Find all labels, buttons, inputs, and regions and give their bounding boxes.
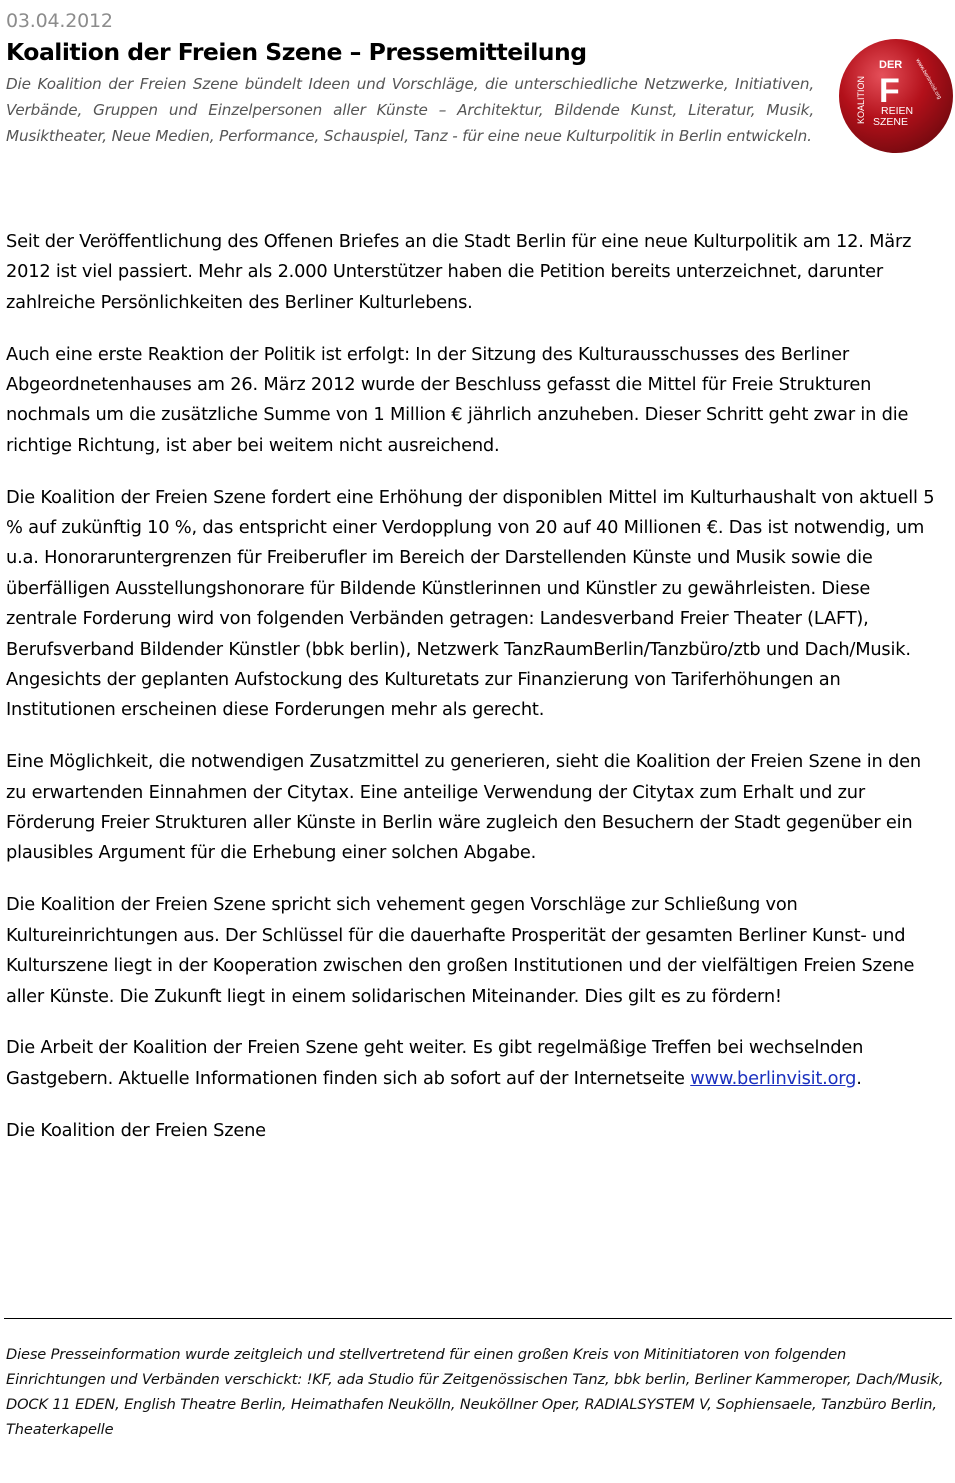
body-paragraph: Die Koalition der Freien Szene fordert eine Erhöhung der disponiblen Mittel im Kulturhaushalt von aktuell 5 % auf zukünftig 10 %, das entspricht einer Verdopplung von 20 auf 40 Millionen €. Das ist notwendig, um u.a. Honoraruntergrenzen für Freiberufler im Bereich der Darstellenden Künste und Musik sowie die überfälligen Ausstellungshonorare für Bildende Künstlerinnen und Künstler zu gewährleisten. Diese zentrale Forderung wird von folgenden Verbänden getragen: Landesverband Freier Theater (LAFT), Berufsverband Bildender Künstler (bbk berlin), Netzwerk TanzRaumBerlin/Tanzbüro/ztb und Dach/Musik. Angesichts der geplanten Aufstockung des Kulturetats zur Finanzierung von Tariferhöhungen an Institutionen erscheinen diese Forderungen mehr als gerecht. xyxy=(6,486,935,721)
last-paragraph-text: Die Arbeit der Koalition der Freien Szene geht weiter. Es gibt regelmäßige Treffen bei wechselnden Gastgebern. Aktuelle Informationen finden sich ab sofort auf der Internetseite xyxy=(6,1037,864,1089)
press-release-body xyxy=(6,227,946,1167)
last-paragraph-period: . xyxy=(856,1067,862,1089)
document-title: Koalition der Freien Szene – Pressemitteilung xyxy=(6,38,587,66)
document-date: 03.04.2012 xyxy=(6,10,113,32)
logo-word-reien: REIEN xyxy=(881,105,914,117)
logo-word-der: DER xyxy=(879,59,903,71)
koalition-logo-icon xyxy=(836,36,955,156)
signature: Die Koalition der Freien Szene xyxy=(6,1119,266,1141)
intro-text: Die Koalition der Freien Szene bündelt Ideen und Vorschläge, die unterschiedliche Netzwerke, Initiativen, Verbände, Gruppen und Einzelpersonen aller Künste – Architektur, Bildende Kunst, Literatur, Musik, Musiktheater, Neue Medien, Performance, Schauspiel, Tanz - für eine neue Kulturpolitik in Berlin entwickeln. xyxy=(6,75,814,145)
body-paragraph-last xyxy=(6,1033,946,1094)
website-link[interactable]: www.berlinvisit.org xyxy=(690,1067,857,1089)
body-paragraph: Eine Möglichkeit, die notwendigen Zusatzmittel zu generieren, sieht die Koalition der Freien Szene in den zu erwartenden Einnahmen der Citytax. Eine anteilige Verwendung der Citytax zum Erhalt und zur Förderung Freier Strukturen aller Künste in Berlin wäre zugleich den Besuchern der Stadt gegenüber ein plausibles Argument für die Erhebung einer solchen Abgabe. xyxy=(6,751,921,864)
logo-word-koalition: KOALITION xyxy=(856,75,866,124)
body-paragraph: Die Koalition der Freien Szene spricht sich vehement gegen Vorschläge zur Schließung von Kultureinrichtungen aus. Der Schlüssel für die dauerhafte Prosperität der gesamten Berliner Kunst- und Kulturszene liegt in der Kooperation zwischen den großen Institutionen und der vielfältigen Freien Szene aller Künste. Die Zukunft liegt in einem solidarischen Miteinander. Dies gilt es zu fördern! xyxy=(6,894,915,1007)
footer-note: Diese Presseinformation wurde zeitgleich und stellvertretend für einen großen Kreis von Mitinitiatoren von folgenden Einrichtungen und Verbänden verschickt: !KF, ada Studio für Zeitgenössischen Tanz, bbk berlin, Berliner Kammeroper, Dach/Musik, DOCK 11 EDEN, English Theatre Berlin, Heimathafen Neukölln, Neuköllner Oper, RADIALSYSTEM V, Sophiensaele, Tanzbüro Berlin, Theaterkapelle xyxy=(6,1346,944,1438)
body-paragraph: Seit der Veröffentlichung des Offenen Briefes an die Stadt Berlin für eine neue Kulturpolitik am 12. März 2012 ist viel passiert. Mehr als 2.000 Unterstützer haben die Petition bereits unterzeichnet, darunter zahlreiche Persönlichkeiten des Berliner Kulturlebens. xyxy=(6,231,912,313)
logo-url-text: www.berlinvisit.org xyxy=(914,58,943,101)
logo-word-szene: SZENE xyxy=(873,116,909,128)
footer-divider xyxy=(4,1318,952,1319)
logo-letter-f: F xyxy=(879,72,900,110)
body-paragraph: Auch eine erste Reaktion der Politik ist erfolgt: In der Sitzung des Kulturausschusses des Berliner Abgeordnetenhauses am 26. März 2012 wurde der Beschluss gefasst die Mittel für Freie Strukturen nochmals um die zusätzliche Summe von 1 Million € jährlich anzuheben. Dieser Schritt geht zwar in die richtige Richtung, ist aber bei weitem nicht ausreichend. xyxy=(6,343,909,456)
